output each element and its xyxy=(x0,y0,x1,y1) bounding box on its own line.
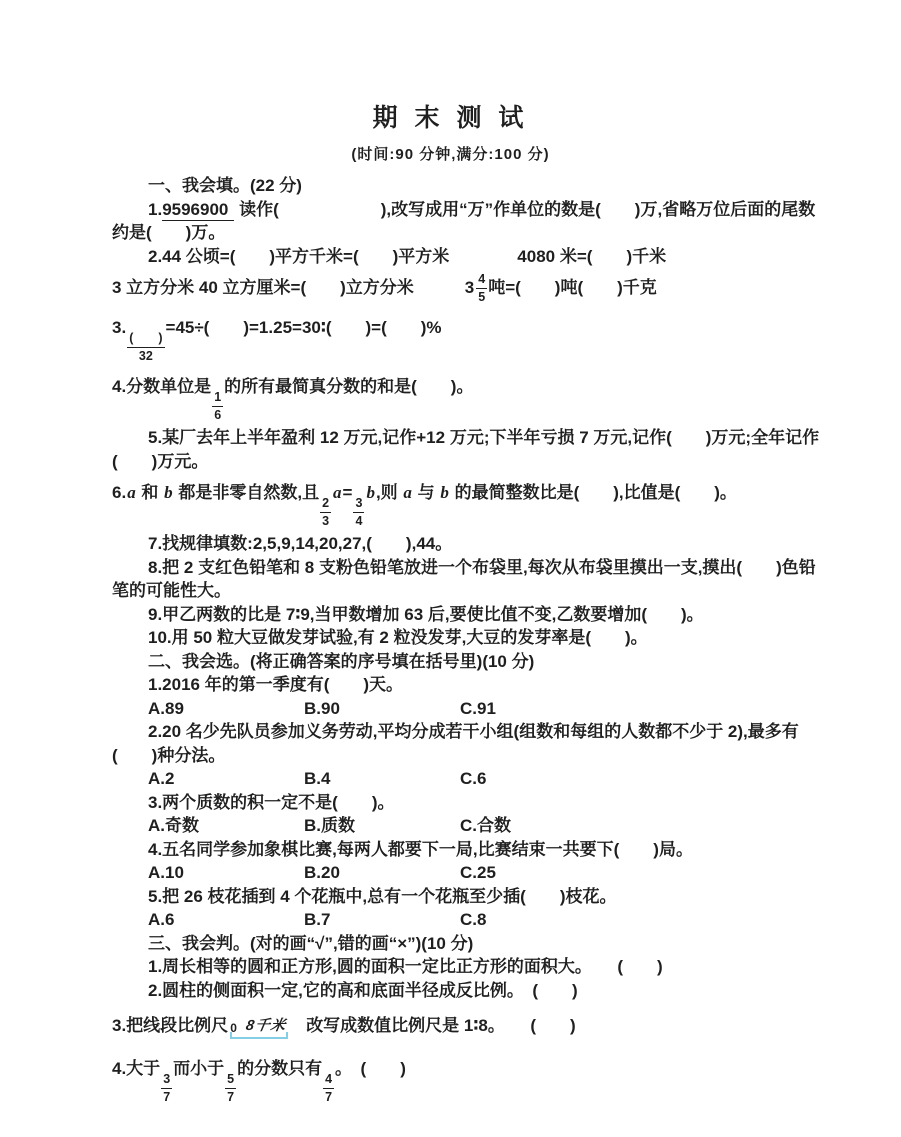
text-run: 三、我会判。(对的画“√”,错的画“×”)(10 分) xyxy=(148,933,474,953)
s1-q7 xyxy=(112,532,841,556)
math-variable: b xyxy=(440,483,449,502)
page-title: 期 末 测 试 xyxy=(372,104,529,132)
section3-heading xyxy=(112,932,841,956)
s1-q8-line1 xyxy=(112,556,841,580)
fraction-denominator: 7 xyxy=(163,1089,171,1104)
s1-q8-line2 xyxy=(112,579,841,603)
text-run: ( )种分法。 xyxy=(112,745,226,765)
text-run: 二、我会选。(将正确答案的序号填在括号里)(10 分) xyxy=(148,651,535,671)
fraction xyxy=(476,273,487,303)
s2-q1-options xyxy=(112,697,841,721)
fraction-numerator: 3 xyxy=(353,497,364,513)
s2-q1 xyxy=(112,673,841,697)
fraction-numerator: 4 xyxy=(323,1073,334,1089)
s1-q5-line2 xyxy=(112,450,841,474)
fraction-numerator: 2 xyxy=(320,497,331,513)
choice-option: A.2 xyxy=(148,769,175,788)
text-run: 吨=( )吨( )千克 xyxy=(488,278,657,297)
text-run: ,则 xyxy=(375,483,403,502)
fraction xyxy=(212,391,223,421)
s3-q4 xyxy=(112,1049,841,1108)
text-run: 3. xyxy=(112,318,127,337)
choice-option: C.91 xyxy=(460,698,496,718)
choice-option: C.合数 xyxy=(460,816,511,835)
text-run: = xyxy=(342,483,353,502)
text-run: 。 ( ) xyxy=(335,1059,406,1078)
text-run: 2.20 名少先队员参加义务劳动,平均分成若干小组(组数和每组的人数都不少于 2),最多有 xyxy=(148,722,799,741)
text-run: 8.把 2 支红色铅笔和 8 支粉色铅笔放进一个布袋里,每次从布袋里摸出一支,摸出( )色铅 xyxy=(148,557,816,577)
fraction-numerator: 4 xyxy=(476,273,487,289)
scale-distance-label: 8千米 xyxy=(244,1018,288,1034)
text-run: 1. xyxy=(148,199,163,219)
text-run: 3 立方分米 40 立方厘米=( )立方分米 xyxy=(112,278,465,297)
choice-option: C.8 xyxy=(460,910,487,929)
choice-option: B.90 xyxy=(304,698,340,718)
s1-q10 xyxy=(112,626,841,650)
text-run: 1.2016 年的第一季度有( )天。 xyxy=(148,675,404,694)
math-variable: a xyxy=(333,483,342,502)
s1-q2-line2 xyxy=(112,268,841,308)
text-run: 4.分数单位是 xyxy=(112,377,212,396)
text-run: 4.五名同学参加象棋比赛,每两人都要下一局,比赛结束一共要下( )局。 xyxy=(148,839,693,859)
fraction xyxy=(323,1073,334,1103)
underlined-number: 9596900 xyxy=(162,200,234,221)
section2-heading xyxy=(112,650,841,674)
text-run: 和 xyxy=(136,483,164,502)
mixed-number xyxy=(465,273,488,303)
text-run: 一、我会填。(22 分) xyxy=(148,176,302,195)
s2-q4-options xyxy=(112,861,841,885)
s2-q4 xyxy=(112,838,841,862)
fraction-denominator: 6 xyxy=(214,407,222,422)
fraction-denominator: 5 xyxy=(478,289,486,304)
choice-option: B.质数 xyxy=(304,816,355,835)
text-run: 读作( ),改写成用“万”作单位的数是( )万,省略万位后面的尾数 xyxy=(234,199,816,219)
text-run: 笔的可能性大。 xyxy=(112,581,231,600)
text-run: 4.大于 xyxy=(112,1059,161,1078)
s3-q3 xyxy=(112,1002,841,1049)
choice-option: A.6 xyxy=(148,910,175,929)
scale-zero-label: 0 xyxy=(230,1021,237,1035)
s1-q5-line1 xyxy=(112,426,841,450)
text-run: 6. xyxy=(112,483,127,502)
s2-q3 xyxy=(112,791,841,815)
text-run: 而小于 xyxy=(173,1059,225,1078)
fraction xyxy=(161,1073,172,1103)
text-run: 都是非零自然数,且 xyxy=(173,483,320,502)
s1-q1-line2 xyxy=(112,221,841,245)
text-run: 10.用 50 粒大豆做发芽试验,有 2 粒没发芽,大豆的发芽率是( )。 xyxy=(148,628,648,647)
math-variable: b xyxy=(164,483,173,502)
text-run: 2.圆柱的侧面积一定,它的高和底面半径成反比例。 ( ) xyxy=(148,980,578,1000)
text-run: 的分数只有 xyxy=(237,1059,323,1078)
math-variable: a xyxy=(403,483,412,502)
fraction-numerator: 3 xyxy=(161,1073,172,1089)
fraction xyxy=(225,1073,236,1103)
fraction-denominator: 4 xyxy=(355,513,363,528)
s2-q2-options xyxy=(112,767,841,791)
text-run: ( )万元。 xyxy=(112,451,209,471)
choice-option: B.20 xyxy=(304,863,340,882)
fraction xyxy=(320,497,331,527)
choice-option: B.4 xyxy=(304,769,331,788)
fraction-numerator: 1 xyxy=(212,391,223,407)
s2-q5 xyxy=(112,885,841,909)
s1-q4 xyxy=(112,367,841,426)
scale-bar-line xyxy=(230,1032,288,1039)
s2-q3-options xyxy=(112,814,841,838)
choice-option: A.奇数 xyxy=(148,816,199,835)
text-run: 改写成数值比例尺是 1∶8。 ( ) xyxy=(306,1016,576,1035)
text-run: 3.两个质数的积一定不是( )。 xyxy=(148,792,395,812)
document-body xyxy=(0,174,901,1108)
fraction xyxy=(353,497,364,527)
fraction-numerator: 5 xyxy=(225,1073,236,1089)
text-run: 约是( )万。 xyxy=(112,223,226,242)
text-run: 5.某厂去年上半年盈利 12 万元,记作+12 万元;下半年亏损 7 万元,记作( )万元;全年记作 xyxy=(148,428,820,447)
s2-q2-line2 xyxy=(112,744,841,768)
text-run: =45÷( )=1.25=30∶( )=( )% xyxy=(165,318,442,337)
s2-q2-line1 xyxy=(112,720,841,744)
s2-q5-options xyxy=(112,908,841,932)
text-run: 2.44 公顷=( )平方千米=( )平方米 4080 米=( )千米 xyxy=(148,246,667,266)
section1-heading xyxy=(112,174,841,198)
s1-q3 xyxy=(112,308,841,367)
choice-option: C.25 xyxy=(460,863,496,882)
s1-q6 xyxy=(112,473,841,532)
s1-q9 xyxy=(112,603,841,627)
text-run: 5.把 26 枝花插到 4 个花瓶中,总有一个花瓶至少插( )枝花。 xyxy=(148,886,617,906)
choice-option: A.89 xyxy=(148,698,184,718)
fraction-numerator: ( ) xyxy=(127,332,164,348)
text-run: 的最简整数比是( ),比值是( )。 xyxy=(449,483,737,502)
s3-q1 xyxy=(112,955,841,979)
text-run: 3.把线段比例尺 xyxy=(112,1016,229,1035)
line-scale-figure xyxy=(229,1012,303,1042)
text-run: 的所有最简真分数的和是( )。 xyxy=(224,377,474,396)
fraction xyxy=(127,332,164,362)
text-run: 与 xyxy=(412,483,440,502)
s3-q2 xyxy=(112,979,841,1003)
fraction-denominator: 32 xyxy=(138,348,153,363)
s1-q2-line1 xyxy=(112,245,841,269)
s1-q1-line1 xyxy=(112,198,841,222)
choice-option: A.10 xyxy=(148,863,184,882)
fraction-denominator: 7 xyxy=(325,1089,333,1104)
math-variable: b xyxy=(366,483,375,502)
fraction-denominator: 7 xyxy=(227,1089,235,1104)
text-run: 9.甲乙两数的比是 7∶9,当甲数增加 63 后,要使比值不变,乙数要增加( )。 xyxy=(148,604,704,624)
choice-option: C.6 xyxy=(460,769,487,788)
math-variable: a xyxy=(127,483,136,502)
fraction-denominator: 3 xyxy=(322,513,330,528)
choice-option: B.7 xyxy=(304,910,331,929)
whole-number: 3 xyxy=(464,278,475,297)
page-subtitle: (时间:90 分钟,满分:100 分) xyxy=(351,146,550,163)
text-run: 7.找规律填数:2,5,9,14,20,27,( ),44。 xyxy=(148,534,453,553)
text-run: 1.周长相等的圆和正方形,圆的面积一定比正方形的面积大。 ( ) xyxy=(148,957,663,976)
